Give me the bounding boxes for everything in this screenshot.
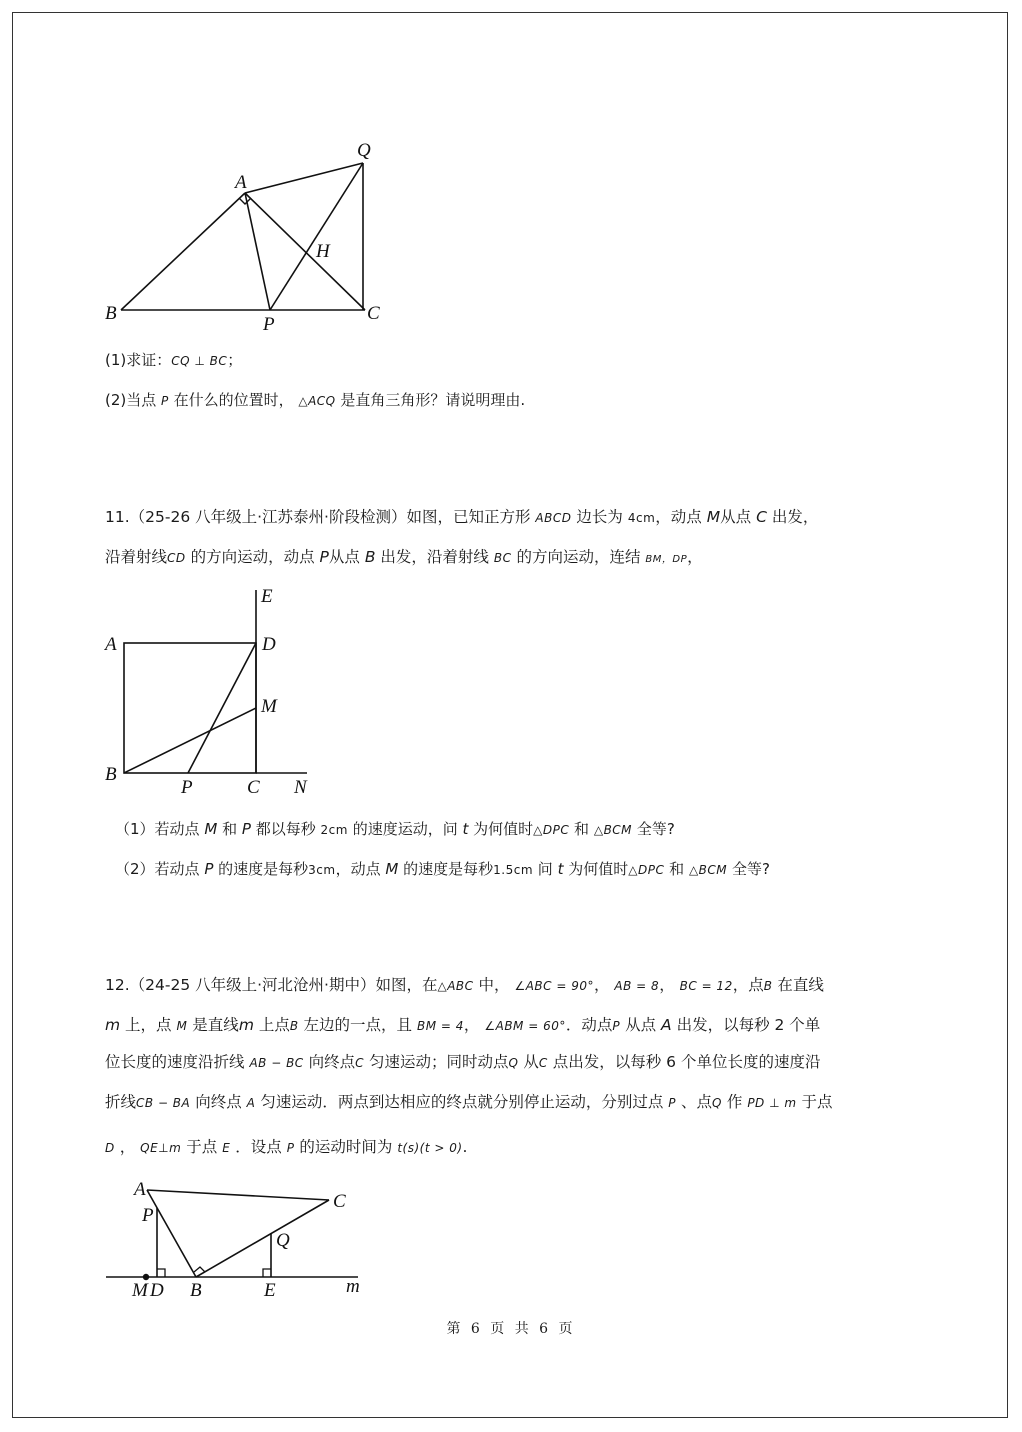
fig2-label-d: D bbox=[262, 634, 276, 655]
fig3-label-p: P bbox=[142, 1205, 154, 1226]
page-footer: 第 6 页 共 6 页 bbox=[446, 1321, 576, 1337]
fig1-label-a: A bbox=[235, 172, 247, 193]
fig3-label-c: C bbox=[333, 1191, 346, 1212]
q11-sub1: （1）若动点 M 和 P 都以每秒 2cm 的速度运动，问 t 为何值时△DPC 和 △BCM 全等? bbox=[115, 820, 675, 838]
q11-sub2: （2）若动点 P 的速度是每秒3cm，动点 M 的速度是每秒1.5cm 问 t 为何值时△DPC 和 △BCM 全等? bbox=[115, 860, 770, 878]
fig2-label-a: A bbox=[105, 634, 117, 655]
fig3-label-a: A bbox=[134, 1179, 146, 1200]
fig1-label-p: P bbox=[263, 314, 275, 335]
q12-line4: 折线CB − BA 向终点 A 匀速运动．两点到达相应的终点就分别停止运动，分别过点 P 、点Q 作 PD ⊥ m 于点 bbox=[105, 1093, 833, 1111]
fig1-label-q: Q bbox=[357, 140, 371, 161]
fig2-label-c: C bbox=[247, 777, 260, 798]
fig2-label-b: B bbox=[105, 764, 117, 785]
fig3-label-m-line: m bbox=[346, 1276, 360, 1297]
q11-line1: 11.（25-26 八年级上·江苏泰州·阶段检测）如图，已知正方形 ABCD 边长为 4cm，动点 M从点 C 出发， bbox=[105, 508, 819, 526]
fig3-label-d: D bbox=[150, 1280, 164, 1301]
figure-triangle-abc-q bbox=[95, 130, 405, 340]
q12-line3: 位长度的速度沿折线 AB − BC 向终点C 匀速运动；同时动点Q 从C 点出发，以每秒 6 个单位长度的速度沿 bbox=[105, 1053, 821, 1071]
q12-line5: D ， QE⊥m 于点 E ．设点 P 的运动时间为 t(s)(t > 0). bbox=[105, 1138, 468, 1156]
q12-line2: m 上，点 M 是直线m 上点B 左边的一点，且 BM = 4， ∠ABM = 60°．动点P 从点 A 出发，以每秒 2 个单 bbox=[105, 1016, 821, 1034]
fig3-label-e: E bbox=[264, 1280, 276, 1301]
q10-part2: (2)当点 P 在什么的位置时， △ACQ 是直角三角形？请说明理由. bbox=[105, 391, 526, 409]
fig1-label-h: H bbox=[316, 241, 330, 262]
q12-line1: 12.（24-25 八年级上·河北沧州·期中）如图，在△ABC 中， ∠ABC = 90°， AB = 8， BC = 12，点B 在直线 bbox=[105, 976, 824, 994]
fig3-label-q: Q bbox=[276, 1230, 290, 1251]
fig1-label-c: C bbox=[367, 303, 380, 324]
figure-square-abcd bbox=[95, 580, 335, 800]
fig2-label-e: E bbox=[261, 586, 273, 607]
figure-triangle-line-m bbox=[100, 1175, 375, 1305]
fig3-label-m-point: M bbox=[132, 1280, 148, 1301]
fig2-label-m: M bbox=[261, 696, 277, 717]
fig2-label-p: P bbox=[181, 777, 193, 798]
fig2-label-n: N bbox=[294, 777, 307, 798]
fig1-label-b: B bbox=[105, 303, 117, 324]
fig3-label-b: B bbox=[190, 1280, 202, 1301]
q11-line2: 沿着射线CD 的方向运动，动点 P从点 B 出发，沿着射线 BC 的方向运动，连结 BM，DP， bbox=[105, 548, 703, 566]
q10-part1: (1)求证：CQ ⊥ BC； bbox=[105, 351, 243, 369]
